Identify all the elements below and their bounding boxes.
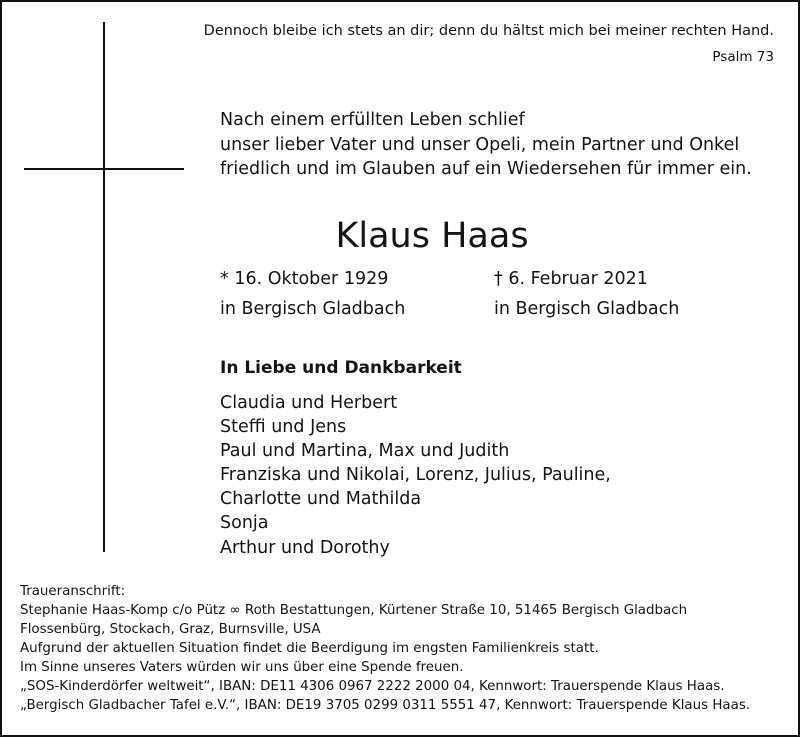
bible-verse: Dennoch bleibe ich stets an dir; denn du hältst mich bei meiner rechten Hand. [203,23,774,39]
cross-icon-horizontal [24,168,184,170]
birth-place: in Bergisch Gladbach [220,299,406,319]
intro-text [220,108,752,182]
death-date: † 6. Februar 2021 [494,269,648,289]
intro-line: friedlich und im Glauben auf ein Wiedersehen für immer ein. [220,159,752,179]
cross-icon-vertical [103,22,105,552]
verse-source: Psalm 73 [712,49,774,65]
family-member: Charlotte und Mathilda [220,489,422,510]
intro-line: Nach einem erfüllten Leben schlief [220,110,525,130]
death-place: in Bergisch Gladbach [494,299,680,319]
footer-line: Traueranschrift: [20,584,126,599]
intro-line: unser lieber Vater und unser Opeli, mein Partner und Onkel [220,134,740,155]
family-member: Franziska und Nikolai, Lorenz, Julius, Pauline, [220,465,611,486]
family-member: Steffi und Jens [220,417,347,438]
family-member: Paul und Martina, Max und Judith [220,441,510,462]
footer-line: Im Sinne unseres Vaters würden wir uns über eine Spende freuen. [20,660,464,675]
mourning-address-block [20,582,750,715]
footer-line: „Bergisch Gladbacher Tafel e.V.“, IBAN: DE19 3705 0299 0311 5551 47, Kennwort: Trauerspende Klaus Haas. [20,698,751,713]
birth-date: * 16. Oktober 1929 [220,269,389,289]
family-member: Arthur und Dorothy [220,537,390,558]
deceased-name: Klaus Haas [335,216,529,256]
footer-line: „SOS-Kinderdörfer weltweit“, IBAN: DE11 4306 0967 2222 2000 04, Kennwort: Trauerspende Klaus Haas. [20,679,725,694]
family-member: Sonja [220,513,269,534]
footer-line: Aufgrund der aktuellen Situation findet die Beerdigung im engsten Familienkreis statt. [20,641,599,656]
gratitude-heading: In Liebe und Dankbarkeit [220,358,462,378]
birth-info [220,264,405,324]
footer-line: Stephanie Haas-Komp c/o Pütz ∞ Roth Bestattungen, Kürtener Straße 10, 51465 Bergisch Gladbach [20,603,688,618]
death-info [494,264,679,324]
footer-line: Flossenbürg, Stockach, Graz, Burnsville, USA [20,622,321,637]
family-member: Claudia und Herbert [220,393,398,413]
family-list [220,391,611,560]
